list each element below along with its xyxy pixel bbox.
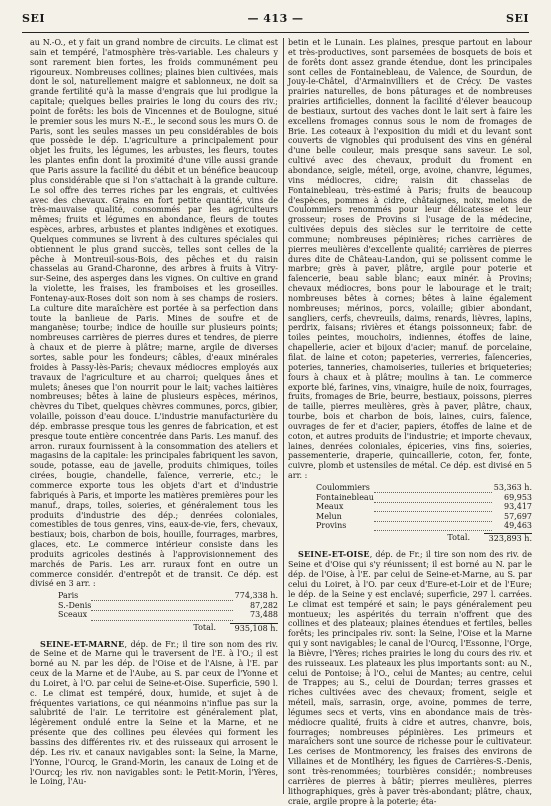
seine-total — [30, 623, 278, 634]
entry-body: , dép. de Fr.; il tire son nom des riv. de Seine et d'Oise qui s'y réunissent; il est borné au N. par le dép. de l'Oise, à l'E. par celui de Seine-et-Marne, au S. par celui du Loiret, à l'O. par ceux d'Eure-et-Loir et de l'Eure; le dép. de la Seine y est enclavé; superficie, 297 l. carrées. Le climat est tempéré et sain; le pays généralement peu montueux; les aspérités du terrain n'offrent que des collines et des plateaux; plaines étendues et fertiles, belles forêts; les principales riv. sont: la Seine, l'Oise et la Marne qui y sont navigables; le canal de l'Ourcq, l'Essonne, l'Orge, la Bièvre, l'Yères; riches prairies le long du cours des riv. et des ruisseaux. Les plateaux les plus importants sont: au N., celui de Pontoise; à l'O., celui de Mantes; au centre, celui de Trappes; au S., celui de Dourdan; terres grasses et riches cultivées avec des chevaux; froment, seigle et méteil, maïs, sarrasin, orge, avoine, pommes de terre, légumes secs et verts, vins en abondance mais de très-médiocre qualité, fruits à cidre et autres, chanvre, bois, fourrages; nombreuses pépinières. Les primeurs et maraîchers sont une source de richesse pour le cultivateur. Les cerises de Montmorency, les fraises des environs de Villaines et de Montlhéry, les figues de Carrières-S.-Denis, sont très-renommées; tourbières considér.; nombreuses carrières de pierres à bâtir; pierres meulières, pierres lithographiques, grès à paver très-abondant; plâtre, chaux, craie, argile propre à la poterie; éta- — [288, 550, 532, 806]
population-value: 73,488 — [250, 610, 278, 620]
page-number: — 413 — — [247, 12, 304, 25]
total-label: Total. — [447, 533, 470, 543]
leader-dots — [91, 601, 232, 611]
header-rule — [22, 32, 529, 33]
column-divider — [283, 38, 284, 794]
leader-dots — [91, 610, 232, 620]
entry-headword: SEINE-ET-OISE — [298, 549, 370, 560]
seine-et-marne-total — [288, 533, 532, 544]
table-row — [30, 591, 278, 601]
table-row — [30, 610, 278, 620]
arrondissement-name: Fontainebleau — [316, 492, 374, 502]
total-value: 935,108 h. — [230, 623, 278, 634]
seine-entry-continuation: au N.-O., et y fait un grand nombre de circuits. Le climat est sain et tempéré, l'atmosphère très-variable. Les chaleurs y sont rarement bien fortes, les froids communément peu rigoureux. Nombreuses collines; plaines bien cultivées, mais dont le sol, naturellement maigre et sablonneux, ne doit sa grande fertilité qu'à la masse d'engrais que lui prodigue la capitale; quelques belles prairies le long du cours des riv.; point de forêts: les bois de Vincennes et de Boulogne, situé le premier sous les murs N.-E., le second sous les murs O. de Paris, sont les seules masses un peu considérables de bois que possède le dép. L'agriculture a principalement pour objet les fruits, les légumes, les arbustes, les fleurs, toutes les plantes enfin dont la proximité d'une ville aussi grande que Paris assure la facilité du débit et un bénéfice beaucoup plus considérable que si l'on s'attachait à la grande culture. Le sol offre des terres riches par les engrais, et cultivées avec des chevaux. Grains en fort petite quantité, vins de très-mauvaise qualité, consommés par les agriculteurs mêmes; fruits et légumes en abondance, fleurs de toutes espèces, arbres, arbustes et plantes indigènes et exotiques. Quelques communes se livrent à des cultures spéciales qui obtiennent le plus grand succès, telles sont celles de la pêche à Montreuil-sous-Bois, des pêches et du raisin chasselas au Grand-Charonne, des arbres à fruits à Vitry-sur-Seine, des asperges dans les vignes. On cultive en grand la violette, les fraises, les framboises et les groseilles. Fontenay-aux-Roses doit son nom à ses champs de rosiers. La culture dite maraîchère est portée à sa perfection dans toute la banlieue de Paris. Mines de soufre et de manganèse; tourbe; indice de houille sur plusieurs points; nombreuses carrières de pierres dures et tendres, de pierre à chaux et de pierre à plâtre; marne, argile de diverses sortes, sable pour les fondeurs; câbles, d'eaux minérales froides à Passy-lès-Paris; chevaux médiocres employés aux travaux de l'agriculture et au charroi; quelques ânes et mulets; âneses que l'on nourrit pour le lait; vaches laitières nombreuses; bêtes à laine de plusieurs espèces, mérinos, chèvres du Tibet, quelques chèvres communes, porcs, gibier, volaille, poisson d'eau douce. L'industrie manufacturière du dép. embrasse presque tous les genres de fabrication, et est presque toute entière concentrée dans Paris. Les manuf. des arron. ruraux fournissent à la consommation des ateliers et magasins de la capitale: les principales fabriquent les savon, soude, potasse, eau de javelle, produits chimiques, toiles cirées, bougie, chandelle, faïence, verrerie, etc.; le commerce exporte tous les objets d'art et d'industrie fabriqués à Paris, et importe les matières premières pour les manuf., draps, toiles, soieries, et généralement tous les produits d'industrie des dép.; denrées coloniales, comestibles de tous genres, vins, eaux-de-vie, fers, chevaux, bestiaux; bois, charbon de bois, houille, fourrages, marbres, glaces, etc. Le commerce intérieur consiste dans les produits agricoles destinés à l'approvisionnement des marchés de Paris. Les arr. ruraux font en outre un commerce considér. d'entrepôt et de transit. Ce dép. est divisé en 3 arr. : — [30, 38, 278, 589]
leader-dots — [374, 483, 492, 493]
population-value: 87,282 — [250, 600, 278, 610]
seine-arrondissements-table — [30, 591, 278, 620]
arrondissement-name: Paris — [58, 591, 79, 601]
entry-body: , dép. de Fr.; il tire son nom des riv. de Seine et de Marne qui le traversent de l'E. à l'O.; il est borné au N. par les dép. de l'Oise et de l'Aisne, à l'E. par ceux de la Marne et de l'Aube, au S. par ceux de l'Yonne et du Loiret, à l'O. par celui de Seine-et-Oise. Superficie, 590 l. c. Le climat est tempéré, doux, humide, et sujet à de fréquentes variations, ce qui néanmoins n'influe pas sur la salubrité de l'air. Le territoire est généralement plat, légèrement ondulé entre la Seine et la Marne, et ne présente que des collines peu élevées qui forment les bassins des différentes riv. et des ruisseaux qui arrosent le dép. Les riv. et canaux navigables sont: la Seine, la Marne, l'Yonne, l'Ourcq, le Grand-Morin, les canaux de Loing et de l'Ourcq; les riv. non navigables sont: le Petit-Morin, l'Yères, le Loing, l'Au- — [30, 639, 278, 787]
population-value: 49,463 — [504, 521, 532, 531]
table-row — [288, 521, 532, 531]
seine-et-oise-entry — [288, 550, 532, 806]
arrondissement-name: Sceaux — [58, 610, 88, 620]
arrondissement-name: Melun — [316, 511, 342, 521]
arrondissement-name: Coulommiers — [316, 482, 370, 492]
population-value: 774,338 h. — [234, 591, 278, 601]
table-row — [30, 601, 278, 611]
page-header — [22, 12, 529, 30]
arrondissement-name: S.-Denis — [58, 600, 92, 610]
leader-dots — [91, 591, 232, 601]
table-row — [288, 502, 532, 512]
table-row — [288, 512, 532, 522]
right-column — [288, 38, 532, 806]
leader-dots — [374, 521, 492, 531]
population-value: 69,953 — [504, 492, 532, 502]
population-value: 57,697 — [504, 511, 532, 521]
seine-et-marne-continuation: betin et le Lunain. Les plaines, presque partout en labour et très-productives, sont parsemées de bosquets de bois et de forêts dont assez grande étendue, dont les principales sont celles de Fontainebleau, de Valence, de Sourdun, de Jouy-le-Châtel, d'Armainvilliers et de Crécy. De vastes prairies naturelles, de bons pâturages et de nombreuses prairies artificielles, donnent la facilité d'élever beaucoup de bestiaux, surtout des vaches dont le lait sert à faire les excellens fromages connus sous le nom de fromages de Brie. Les coteaux à l'exposition du midi et du levant sont couverts de vignobles qui produisent des vins en général d'une belle couleur, mais presque sans saveur. Le sol, cultivé avec des chevaux, produit du froment en abondance, seigle, méteil, orge, avoine, chanvre, légumes, vins médiocres, cidre; raisin dit chasselas de Fontainebleau, très-estimé à Paris; fruits de beaucoup d'espèces, pommes à cidre, châtaignes, noix, melons de Coulommiers renommés pour leur délicatesse et leur grosseur; roses de Provins si l'usage de la médecine, cultivées depuis des siècles sur le territoire de cette commune; nombreuses pépinières; riches carrières de pierres meulières d'excellente qualité; carrières de pierres dures dite de Château-Landon, qui se polissent comme le marbre; grès à paver, plâtre, argile pour poterie et faïencerie, beau sable blanc; eaux minér. à Provins; chevaux médiocres, bons pour le labourage et le trait; nombreuses bêtes à cornes; bêtes à laine également nombreuses; mérinos, porcs, volaille; gibier abondant, sangliers, cerfs, chevreuils, daims, renards, lièvres, lapins, perdrix, faisans; rivières et étangs poissonneux; fabr. de toiles peintes, mouchoirs, indiennes, étoffes de laine, chapellerie, acier et bijoux d'acier; manuf. de porcelaine, filat. de laine et coton; papeteries, verreries, faïenceries, poteries, tanneries, chamoiseries, tuileries et briqueteries; fours à chaux et à plâtre; moulins à tan. Le commerce exporte blé, farines, vins, vinaigre, huile de noix, fourrages, fruits, fromages de Brie, beurre, bestiaux, poissons, pierres de taille, pierres meulières, grès à paver, plâtre, chaux, tourbe, bois et charbon de bois, laines, cuirs, faïence, ouvrages de fer et d'acier, papiers, étoffes de laine et de coton, et autres produits de l'industrie; et importe chevaux, laines, denrées coloniales, épiceries, vins fins, soieries, passementerie, draperie, quincaillerie, coton, fer, fonte, cuivre, plomb et ustensiles de métal. Ce dép. est divisé en 5 arr. : — [288, 38, 532, 481]
population-value: 53,363 h. — [493, 482, 532, 492]
arrondissement-name: Meaux — [316, 502, 344, 512]
header-left-word: SEI — [22, 12, 45, 25]
seine-et-marne-entry — [30, 640, 278, 788]
population-value: 93,417 — [504, 502, 532, 512]
header-right-word: SEI — [506, 12, 529, 25]
table-row — [288, 493, 532, 503]
seine-et-marne-arrondissements-table — [288, 483, 532, 531]
left-column — [30, 38, 278, 794]
total-value: 323,893 h. — [484, 533, 532, 544]
leader-dots — [374, 493, 492, 503]
total-label: Total. — [193, 622, 216, 632]
leader-dots — [374, 502, 492, 512]
arrondissement-name: Provins — [316, 521, 347, 531]
leader-dots — [374, 512, 492, 522]
entry-headword: SEINE-ET-MARNE — [40, 638, 125, 649]
table-row — [288, 483, 532, 493]
